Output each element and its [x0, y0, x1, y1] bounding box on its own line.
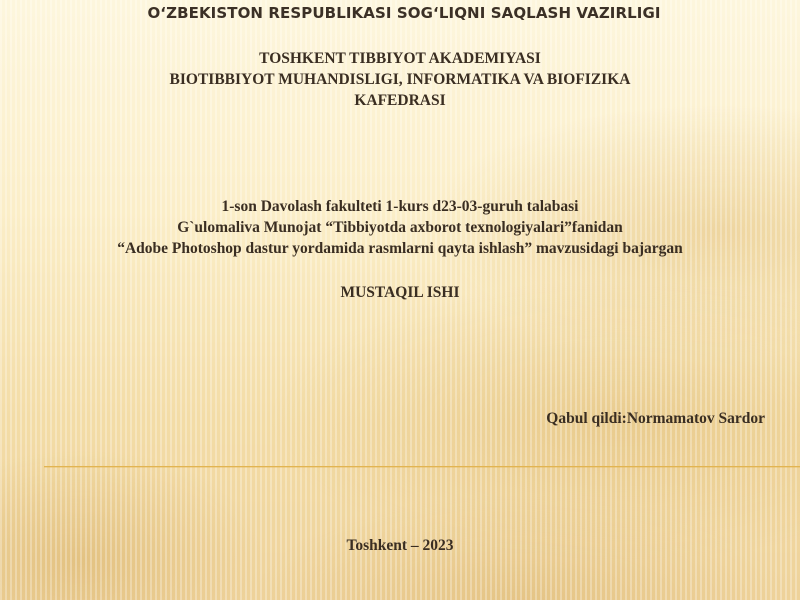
academy-title: TOSHKENT TIBBIYOT AKADEMIYASI [259, 50, 541, 67]
work-type-title: MUSTAQIL ISHI [340, 284, 460, 301]
department-title-line2: KAFEDRASI [354, 92, 446, 109]
horizontal-divider [44, 466, 800, 467]
student-info-line2: G`ulomaliva Munojat “Tibbiyotda axborot texnologiyalari”fanidan [177, 219, 623, 236]
city-year: Toshkent – 2023 [346, 537, 454, 554]
receiver-line: Qabul qildi:Normamatov Sardor [546, 410, 765, 427]
topic-line: “Adobe Photoshop dastur yordamida rasmlarni qayta ishlash” mavzusidagi bajargan [117, 240, 683, 257]
student-info-line1: 1-son Davolash fakulteti 1-kurs d23-03-guruh talabasi [221, 198, 579, 215]
department-title-line1: BIOTIBBIYOT MUHANDISLIGI, INFORMATIKA VA BIOFIZIKA [169, 71, 631, 88]
ministry-title: O‘ZBEKISTON RESPUBLIKASI SOG‘LIQNI SAQLASH VAZIRLIGI [147, 4, 661, 22]
